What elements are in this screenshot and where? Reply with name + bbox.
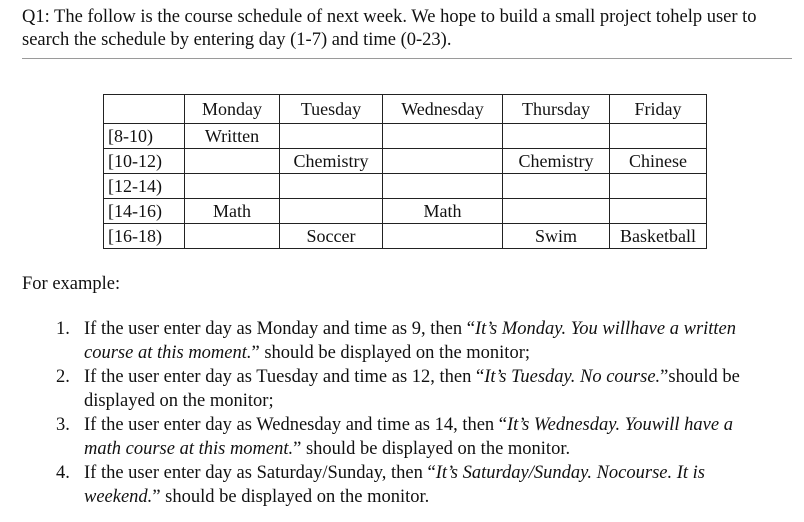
course-cell bbox=[383, 124, 503, 149]
course-cell bbox=[185, 149, 280, 174]
example-quote: It’s Saturday/Sunday. Nocourse. It is weekend. bbox=[84, 463, 706, 507]
example-quote: It’s Wednesday. Youwill have a math course at this moment. bbox=[84, 415, 733, 459]
question-text: Q1: The follow is the course schedule of next week. We hope to build a small project tohelp user to search the schedule by entering day (1-7) and time (0-23). bbox=[22, 6, 792, 59]
time-slot: [14-16) bbox=[104, 199, 185, 224]
course-cell bbox=[185, 224, 280, 249]
list-number: 2. bbox=[56, 367, 70, 387]
example-text: ”should be displayed on the monitor; bbox=[84, 367, 740, 411]
course-cell bbox=[383, 224, 503, 249]
time-slot: [10-12) bbox=[104, 149, 185, 174]
day-header-wednesday: Wednesday bbox=[383, 95, 503, 124]
course-cell: Chemistry bbox=[280, 149, 383, 174]
course-cell: Basketball bbox=[610, 224, 707, 249]
corner-cell bbox=[104, 95, 185, 124]
list-number: 1. bbox=[56, 319, 70, 339]
example-text: ” should be displayed on the monitor. bbox=[152, 486, 430, 507]
course-cell bbox=[610, 199, 707, 224]
time-slot: [16-18) bbox=[104, 224, 185, 249]
course-cell: Math bbox=[185, 199, 280, 224]
list-number: 4. bbox=[56, 463, 70, 483]
course-cell bbox=[383, 174, 503, 199]
time-slot: [8-10) bbox=[104, 124, 185, 149]
example-text: If the user enter day as Wednesday and time as 14, then “ bbox=[84, 415, 508, 435]
course-cell bbox=[280, 174, 383, 199]
course-schedule-table bbox=[103, 94, 707, 249]
table-row bbox=[104, 174, 707, 199]
time-slot: [12-14) bbox=[104, 174, 185, 199]
example-label: For example: bbox=[22, 274, 121, 294]
course-cell bbox=[503, 124, 610, 149]
day-header-monday: Monday bbox=[185, 95, 280, 124]
course-cell bbox=[185, 174, 280, 199]
example-text: If the user enter day as Monday and time as 9, then “ bbox=[84, 319, 475, 339]
example-list bbox=[56, 318, 774, 510]
course-cell: Written bbox=[185, 124, 280, 149]
list-item bbox=[56, 414, 774, 461]
example-text: ” should be displayed on the monitor. bbox=[293, 438, 571, 459]
course-cell bbox=[383, 149, 503, 174]
table-row bbox=[104, 199, 707, 224]
list-item bbox=[56, 318, 774, 365]
table-row bbox=[104, 224, 707, 249]
day-header-thursday: Thursday bbox=[503, 95, 610, 124]
course-cell bbox=[503, 199, 610, 224]
course-cell: Swim bbox=[503, 224, 610, 249]
course-cell: Math bbox=[383, 199, 503, 224]
example-quote: It’s Tuesday. No course. bbox=[484, 367, 661, 387]
course-cell: Chinese bbox=[610, 149, 707, 174]
example-quote: It’s Monday. You willhave a written course at this moment. bbox=[84, 319, 737, 363]
day-header-friday: Friday bbox=[610, 95, 707, 124]
example-text: If the user enter day as Saturday/Sunday, then “ bbox=[84, 463, 436, 483]
list-number: 3. bbox=[56, 415, 70, 435]
course-cell: Chemistry bbox=[503, 149, 610, 174]
course-cell bbox=[610, 174, 707, 199]
example-text: If the user enter day as Tuesday and time as 12, then “ bbox=[84, 367, 485, 387]
course-cell bbox=[610, 124, 707, 149]
list-item bbox=[56, 462, 774, 509]
table-header-row bbox=[104, 95, 707, 124]
course-cell bbox=[503, 174, 610, 199]
table-row bbox=[104, 149, 707, 174]
list-item bbox=[56, 366, 774, 413]
day-header-tuesday: Tuesday bbox=[280, 95, 383, 124]
example-text: ” should be displayed on the monitor; bbox=[251, 342, 531, 363]
table-row bbox=[104, 124, 707, 149]
course-cell bbox=[280, 124, 383, 149]
course-cell bbox=[280, 199, 383, 224]
course-cell: Soccer bbox=[280, 224, 383, 249]
